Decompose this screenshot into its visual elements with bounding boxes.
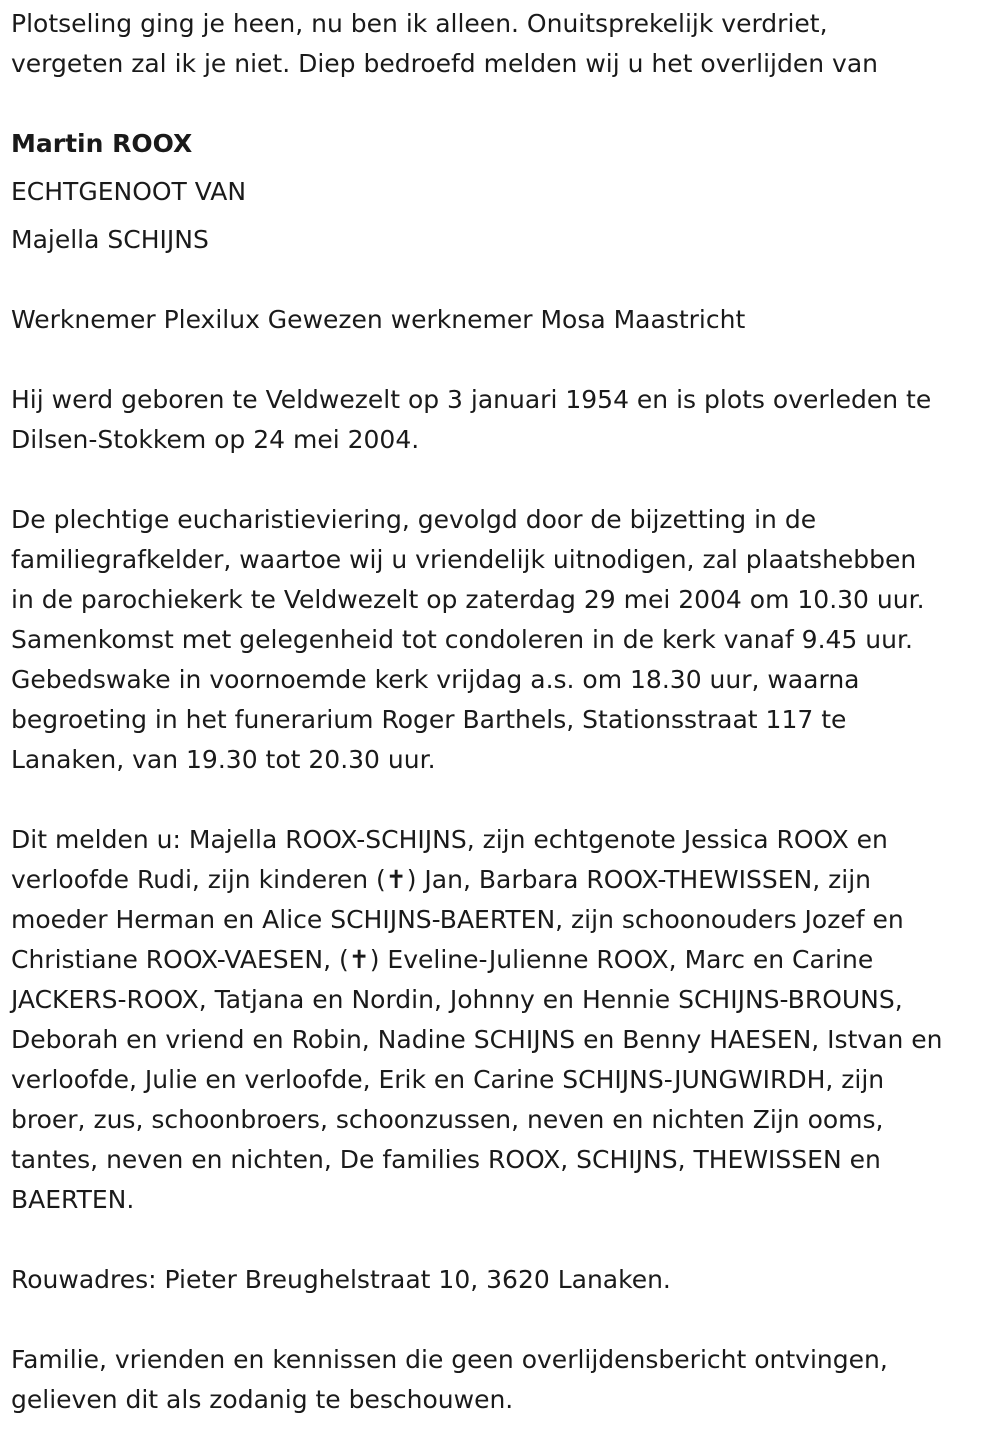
- family-line: broer, zus, schoonbroers, schoonzussen, neven en nichten Zijn ooms,: [11, 1105, 884, 1134]
- family-line: verloofde, Julie en verloofde, Erik en Carine SCHIJNS-JUNGWIRDH, zijn: [11, 1065, 885, 1094]
- ceremony-line: begroeting in het funerarium Roger Barthels, Stationsstraat 117 te: [11, 705, 847, 734]
- family-line: JACKERS-ROOX, Tatjana en Nordin, Johnny en Hennie SCHIJNS-BROUNS,: [11, 985, 903, 1014]
- family-line: moeder Herman en Alice SCHIJNS-BAERTEN, zijn schoonouders Jozef en: [11, 905, 904, 934]
- family-line: verloofde Rudi, zijn kinderen (✝) Jan, Barbara ROOX-THEWISSEN, zijn: [11, 865, 872, 894]
- deceased-name: Martin ROOX: [11, 129, 193, 158]
- family-paragraph: [11, 820, 993, 1220]
- birth-death-paragraph: [11, 380, 993, 460]
- family-line: Dit melden u: Majella ROOX-SCHIJNS, zijn echtgenote Jessica ROOX en: [11, 825, 888, 854]
- intro-paragraph: [11, 4, 993, 84]
- ceremony-line: De plechtige eucharistieviering, gevolgd door de bijzetting in de: [11, 505, 817, 534]
- intro-line: Plotseling ging je heen, nu ben ik alleen. Onuitsprekelijk verdriet,: [11, 9, 828, 38]
- intro-line: vergeten zal ik je niet. Diep bedroefd melden wij u het overlijden van: [11, 49, 878, 78]
- ceremony-paragraph: [11, 500, 993, 780]
- closing-paragraph: [11, 1340, 993, 1420]
- birth-death-line: Dilsen-Stokkem op 24 mei 2004.: [11, 425, 420, 454]
- birth-death-line: Hij werd geboren te Veldwezelt op 3 januari 1954 en is plots overleden te: [11, 385, 932, 414]
- ceremony-line: familiegrafkelder, waartoe wij u vriendelijk uitnodigen, zal plaatshebben: [11, 545, 917, 574]
- relation-label: ECHTGENOOT VAN: [11, 177, 247, 206]
- closing-line: Familie, vrienden en kennissen die geen overlijdensbericht ontvingen,: [11, 1345, 888, 1374]
- family-line: tantes, neven en nichten, De families ROOX, SCHIJNS, THEWISSEN en: [11, 1145, 881, 1174]
- family-line: Deborah en vriend en Robin, Nadine SCHIJNS en Benny HAESEN, Istvan en: [11, 1025, 943, 1054]
- family-line: BAERTEN.: [11, 1185, 135, 1214]
- ceremony-line: Gebedswake in voornoemde kerk vrijdag a.s. om 18.30 uur, waarna: [11, 665, 860, 694]
- obituary-document: [11, 4, 993, 1420]
- ceremony-line: Lanaken, van 19.30 tot 20.30 uur.: [11, 745, 436, 774]
- mourning-address: Rouwadres: Pieter Breughelstraat 10, 3620 Lanaken.: [11, 1265, 671, 1294]
- ceremony-line: Samenkomst met gelegenheid tot condoleren in de kerk vanaf 9.45 uur.: [11, 625, 913, 654]
- occupation-text: Werknemer Plexilux Gewezen werknemer Mosa Maastricht: [11, 305, 746, 334]
- ceremony-line: in de parochiekerk te Veldwezelt op zaterdag 29 mei 2004 om 10.30 uur.: [11, 585, 925, 614]
- spouse-name: Majella SCHIJNS: [11, 225, 209, 254]
- family-line: Christiane ROOX-VAESEN, (✝) Eveline-Julienne ROOX, Marc en Carine: [11, 945, 874, 974]
- closing-line: gelieven dit als zodanig te beschouwen.: [11, 1385, 514, 1414]
